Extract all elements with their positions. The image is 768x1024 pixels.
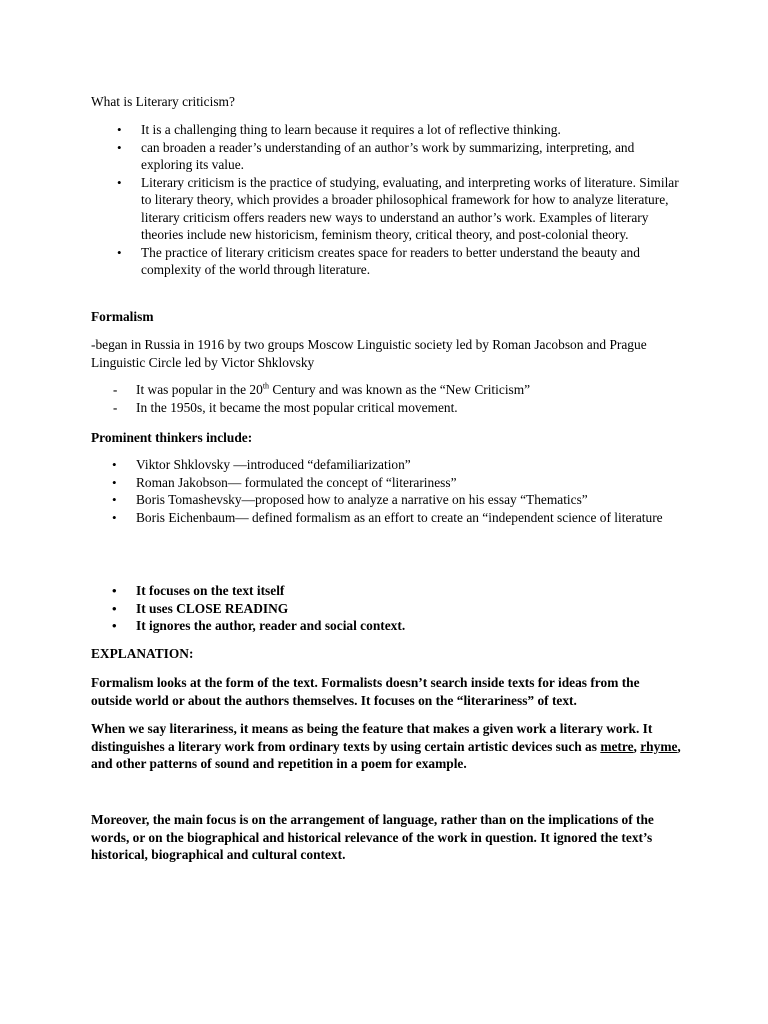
- list-item: • It focuses on the text itself: [112, 583, 285, 598]
- metre-link[interactable]: metre: [600, 738, 634, 754]
- intro-question: What is Literary criticism?: [91, 94, 235, 109]
- dash-bullet-icon: -: [113, 382, 118, 397]
- bullet-icon: •: [117, 174, 122, 190]
- list-item: • It ignores the author, reader and social context.: [112, 618, 406, 633]
- bullet-icon: •: [112, 457, 117, 472]
- list-item: • Boris Tomashevsky—proposed how to analyze a narrative on his essay “Thematics”: [112, 492, 588, 507]
- intro-bullet-list: [117, 121, 681, 279]
- bullet-icon: •: [112, 474, 117, 490]
- list-item: - In the 1950s, it became the most popular critical movement.: [113, 399, 458, 415]
- section-heading-formalism: Formalism: [91, 309, 154, 324]
- list-item: • Viktor Shklovsky —introduced “defamiliarization”: [112, 457, 411, 472]
- section-heading-explanation: EXPLANATION:: [91, 646, 194, 661]
- list-item: - It was popular in the 20th Century and was known as the “New Criticism”: [113, 381, 531, 397]
- explanation-paragraph-1: Formalism looks at the form of the text. Formalists doesn’t search inside texts for ideas from the outside world or about the authors themselves. It focuses on the “literariness” of text.: [91, 675, 640, 708]
- bullet-icon: •: [117, 244, 122, 260]
- thinkers-list: [112, 456, 681, 526]
- formalism-origin-paragraph: -began in Russia in 1916 by two groups Moscow Linguistic society led by Roman Jacobson and Prague Linguistic Circle led by Victor Shklovsky: [91, 337, 647, 370]
- list-item: • It is a challenging thing to learn because it requires a lot of reflective thinking.: [117, 122, 561, 137]
- list-item: • The practice of literary criticism creates space for readers to better understand the beauty and complexity of the world through literature.: [117, 244, 640, 277]
- bullet-icon: •: [117, 122, 122, 137]
- formalism-dash-list: [113, 381, 676, 416]
- list-item: • Literary criticism is the practice of studying, evaluating, and interpreting works of literature. Similar to literary theory, which provides a broader philosophical framework for how to analyze literature, literary criticism offers readers new ways to understand an author’s work. Examples of literary theories include new historicism, feminism theory, critical theory, and post-colonial theory.: [117, 174, 679, 242]
- bullet-icon: •: [112, 509, 117, 525]
- list-item: • Boris Eichenbaum— defined formalism as an effort to create an “independent science of literature: [112, 509, 663, 525]
- section-heading-thinkers: Prominent thinkers include:: [91, 430, 253, 445]
- list-item: • Roman Jakobson— formulated the concept of “literariness”: [112, 474, 457, 490]
- focus-list: [112, 582, 676, 635]
- bullet-icon: •: [112, 583, 117, 598]
- explanation-paragraph-3: Moreover, the main focus is on the arrangement of language, rather than on the implications of the words, or on the biographical and historical relevance of the work in question. It ignored the text’s historical, biographical and cultural context.: [91, 812, 654, 862]
- list-item: • can broaden a reader’s understanding of an author’s work by summarizing, interpreting, and exploring its value.: [117, 139, 635, 172]
- rhyme-link[interactable]: rhyme: [640, 738, 678, 754]
- dash-bullet-icon: -: [113, 399, 118, 415]
- bullet-icon: •: [112, 618, 117, 633]
- bullet-icon: •: [112, 492, 117, 507]
- bullet-icon: •: [117, 139, 122, 155]
- explanation-paragraph-2: When we say literariness, it means as being the feature that makes a given work a literary work. It distinguishes a literary work from ordinary texts by using certain artistic devices such as metre, rhyme, and other patterns of sound and repetition in a poem for example.: [91, 721, 681, 771]
- list-item: • It uses CLOSE READING: [112, 600, 289, 616]
- bullet-icon: •: [112, 600, 117, 616]
